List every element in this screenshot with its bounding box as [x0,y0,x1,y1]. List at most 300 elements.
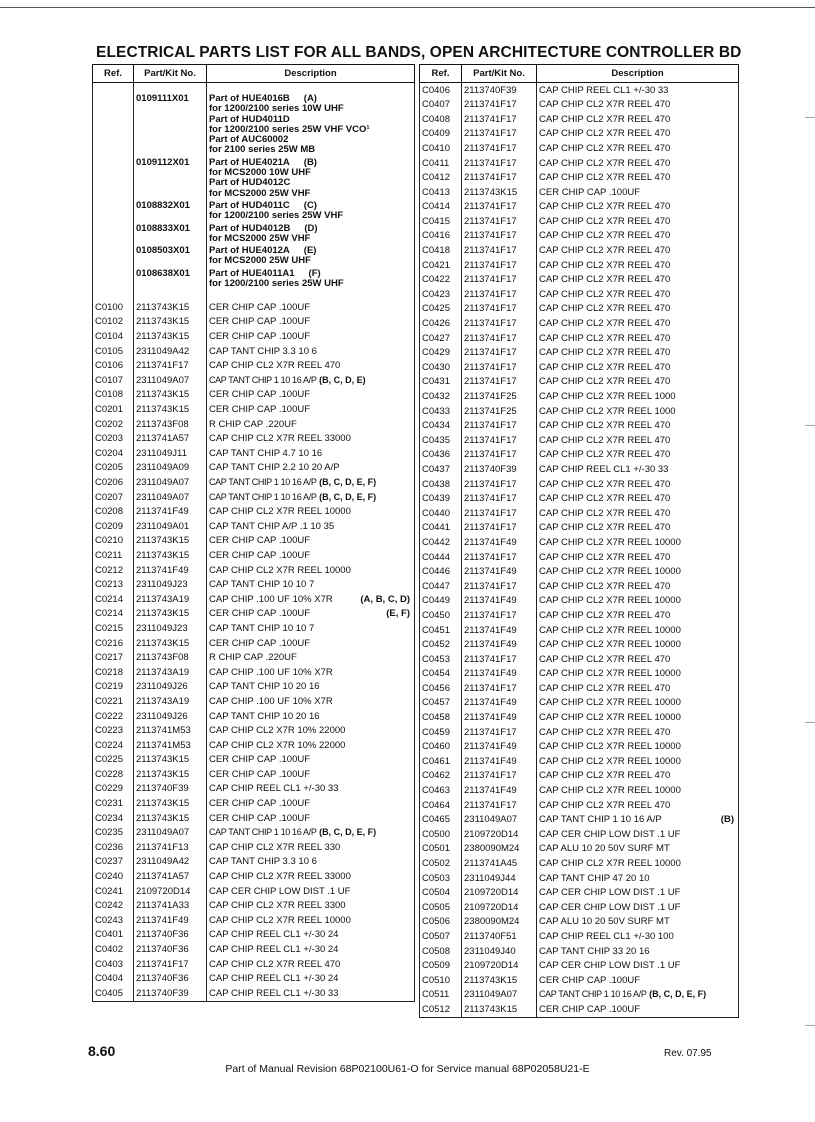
spacer-cell [93,290,134,300]
ref-cell: C0461 [420,754,462,769]
description-cell [207,913,415,928]
ref-cell: C0108 [93,388,134,403]
ref-cell: C0458 [420,711,462,726]
ref-cell: C0223 [93,724,134,739]
kit-description [207,93,415,157]
ref-cell: C0431 [420,375,462,390]
description-cell [537,988,739,1003]
page-title: ELECTRICAL PARTS LIST FOR ALL BANDS, OPEN ARCHITECTURE CONTROLLER BD [96,44,742,61]
table-row [93,578,415,593]
kit-desc-text: Part of HUD4011C [209,199,290,211]
ref-cell: C0450 [420,608,462,623]
part-number-cell: 2311049J40 [462,944,537,959]
part-number-cell: 2113743K15 [134,388,207,403]
ref-cell: C0432 [420,389,462,404]
spacer-cell [134,83,207,94]
description-text: CAP CHIP CL2 X7R REEL 470 [209,360,341,372]
table-row [420,871,739,886]
table-row [420,550,739,565]
description-text: CAP CHIP CL2 X7R REEL 10000 [539,712,681,724]
table-row [420,711,739,726]
part-number-cell: 2113741F49 [462,696,537,711]
description-text: CAP CHIP CL2 X7R REEL 470 [539,288,671,300]
ref-cell: C0437 [420,462,462,477]
ref-cell: C0433 [420,404,462,419]
description-text: CAP CHIP CL2 X7R REEL 470 [539,682,671,694]
table-row [93,446,415,461]
ref-cell: C0411 [420,156,462,171]
part-number-cell: 2311049A09 [134,461,207,476]
description-text: CER CHIP CAP .100UF [209,637,311,649]
part-number-cell: 2113741F17 [462,141,537,156]
part-number-cell: 2311049J23 [134,621,207,636]
part-number-cell: 2113743K15 [134,300,207,315]
part-number-cell: 2311049A01 [134,519,207,534]
table-row [420,652,739,667]
ref-cell: C0404 [93,972,134,987]
description-text: CER CHIP CAP .100UF [209,608,311,620]
part-number-cell: 2113741F17 [462,302,537,317]
description-cell [207,694,415,709]
description-text: CAP CHIP CL2 X7R REEL 10000 [539,755,681,767]
description-text: CAP CHIP CL2 X7R REEL 10000 [209,506,351,518]
part-number-cell: 2113741F17 [462,579,537,594]
description-cell [537,594,739,609]
kit-ref-cell [93,268,134,291]
description-text: CAP TANT CHIP 4.7 10 16 [209,447,323,459]
description-text: CAP CHIP REEL CL1 +/-30 33 [539,84,669,96]
spacer-cell [134,290,207,300]
part-number-cell: 2311049A07 [134,373,207,388]
ref-cell: C0100 [93,300,134,315]
table-header-row [420,65,739,83]
part-number-cell: 2113741F17 [462,171,537,186]
ref-cell: C0447 [420,579,462,594]
table-row [420,827,739,842]
table-row [93,300,415,315]
header-desc: Description [207,65,415,83]
table-row [420,302,739,317]
ref-cell: C0465 [420,813,462,828]
table-row [93,563,415,578]
table-row [420,448,739,463]
description-text: CAP CHIP CL2 X7R REEL 470 [539,201,671,213]
ref-cell: C0215 [93,621,134,636]
description-text: CAP CHIP CL2 X7R 10% 22000 [209,739,346,751]
description-cell [537,112,739,127]
part-number-cell: 2113741F49 [134,913,207,928]
ref-cell: C0401 [93,928,134,943]
spacer-row [93,290,415,300]
table-row [420,725,739,740]
table-row [420,565,739,580]
table-row [93,986,415,1001]
table-row [93,388,415,403]
part-number-cell: 2113741F17 [462,98,537,113]
description-cell [207,534,415,549]
ref-cell: C0435 [420,433,462,448]
description-text: CAP CHIP CL2 X7R REEL 1000 [539,405,676,417]
description-text: CER CHIP CAP .100UF [209,812,311,824]
description-cell [537,492,739,507]
description-cell [207,607,415,622]
ref-cell: C0434 [420,419,462,434]
ref-cell: C0221 [93,694,134,709]
description-cell [537,900,739,915]
ref-cell: C0412 [420,171,462,186]
part-number-cell: 2109720D14 [462,900,537,915]
kit-description [207,268,415,291]
table-row [420,185,739,200]
table-row [93,651,415,666]
part-number-cell: 2311049J26 [134,709,207,724]
description-cell [537,462,739,477]
kit-desc-text: Part of HUE4011A1 [209,267,295,279]
kit-variant-code: (A) [303,93,317,104]
kit-desc-text: Part of HUE4012A [209,245,290,257]
table-row [420,813,739,828]
description-text: CAP CHIP CL2 X7R REEL 470 [539,609,671,621]
kit-desc-line [209,211,412,221]
kit-code: 0109111X01 [136,93,189,104]
description-text: CAP TANT CHIP 3.3 10 6 [209,856,317,868]
part-number-cell: 2113741F49 [134,563,207,578]
description-text: CAP CHIP CL2 X7R REEL 10000 [539,697,681,709]
ref-cell: C0209 [93,519,134,534]
part-number-cell: 2113741F17 [462,652,537,667]
part-number-cell: 2113741F17 [462,331,537,346]
part-number-cell: 2113741F49 [462,784,537,799]
part-number-cell: 2113741F17 [462,681,537,696]
part-number-cell: 2113741F49 [462,638,537,653]
page-number: 8.60 [88,1043,116,1059]
part-number-cell: 2113743K15 [134,548,207,563]
ref-cell: C0502 [420,856,462,871]
description-text: CER CHIP CAP .100UF [209,798,311,810]
description-cell [207,330,415,345]
part-number-cell: 2113741F17 [462,769,537,784]
kit-desc-line [209,234,412,244]
description-text: CAP CHIP CL2 X7R REEL 470 [539,347,671,359]
description-cell [207,651,415,666]
table-row [420,842,739,857]
description-text: CAP CHIP CL2 X7R REEL 470 [539,507,671,519]
kit-desc-text: for MCS2000 10W UHF [209,167,311,179]
table-row [420,404,739,419]
description-cell [207,475,415,490]
description-cell [207,855,415,870]
description-text: CAP CHIP CL2 X7R REEL 10000 [539,639,681,651]
table-row [420,900,739,915]
ref-cell: C0203 [93,432,134,447]
table-row [93,957,415,972]
description-cell [537,433,739,448]
table-row [93,475,415,490]
description-text: CAP CHIP REEL CL1 +/-30 33 [209,783,339,795]
ref-cell: C0228 [93,767,134,782]
ref-cell: C0430 [420,360,462,375]
description-cell [537,827,739,842]
description-text: CAP CHIP CL2 X7R REEL 470 [539,259,671,271]
footer-note: Part of Manual Revision 68P02100U61-O for Service manual 68P02058U21-E [225,1063,590,1075]
table-row [420,754,739,769]
description-cell [537,813,739,828]
description-text: CAP CHIP CL2 X7R REEL 10000 [209,914,351,926]
variant-code: (A, B, C, D) [360,593,410,605]
table-row [420,769,739,784]
part-number-cell: 2113741F17 [462,156,537,171]
table-row [93,767,415,782]
ref-cell: C0451 [420,623,462,638]
description-text: CAP TANT CHIP 10 10 7 [209,622,315,634]
ref-cell: C0512 [420,1002,462,1017]
ref-cell: C0422 [420,273,462,288]
description-text: CAP CER CHIP LOW DIST .1 UF [539,887,681,899]
revision: Rev. 07.95 [664,1048,712,1059]
description-cell [537,740,739,755]
table-row [420,477,739,492]
kit-desc-text: for 2100 series 25W MB [209,144,316,156]
table-row [420,681,739,696]
ref-cell: C0418 [420,244,462,259]
ref-cell: C0409 [420,127,462,142]
spacer-cell [93,83,134,94]
description-text: CAP CHIP CL2 X7R REEL 470 [539,245,671,257]
kit-row [93,157,415,200]
part-number-cell: 2311049A07 [462,988,537,1003]
kit-number [134,245,207,268]
description-cell [207,782,415,797]
table-row [93,782,415,797]
ref-cell: C0214 [93,607,134,622]
ref-cell: C0403 [93,957,134,972]
description-text: CAP TANT CHIP 1 10 16 A/P [539,989,647,1000]
description-cell [207,315,415,330]
description-text: CAP CHIP REEL CL1 +/-30 24 [209,973,339,985]
table-row [420,98,739,113]
part-number-cell: 2113743K15 [462,185,537,200]
description-text: CAP CHIP CL2 X7R REEL 1000 [539,391,676,403]
description-text: CAP CER CHIP LOW DIST .1 UF [539,828,681,840]
description-cell [537,565,739,580]
description-cell [537,681,739,696]
kit-variant-code: (B) [303,156,317,168]
ref-cell: C0436 [420,448,462,463]
part-number-cell: 2113740F39 [462,462,537,477]
ref-cell: C0201 [93,403,134,418]
table-row [93,928,415,943]
part-number-cell: 2113743K15 [134,315,207,330]
table-row [420,375,739,390]
ref-cell: C0105 [93,344,134,359]
parts-table-right [419,64,739,1018]
table-row [420,784,739,799]
kit-section [93,83,415,301]
description-text: CAP CHIP CL2 X7R REEL 470 [539,274,671,286]
table-row [420,127,739,142]
description-cell [207,680,415,695]
table-row [93,373,415,388]
description-text: CAP CHIP CL2 X7R REEL 10000 [539,536,681,548]
table-row [420,317,739,332]
part-number-cell: 2113741F49 [462,623,537,638]
part-number-cell: 2113740F39 [462,83,537,98]
description-cell [207,665,415,680]
description-text: CAP CHIP CL2 X7R REEL 470 [209,958,341,970]
description-cell [537,141,739,156]
description-cell [207,986,415,1001]
description-cell [207,870,415,885]
part-number-cell: 2311049A07 [462,813,537,828]
part-number-cell: 2113741F17 [462,506,537,521]
description-cell [537,652,739,667]
ref-cell: C0460 [420,740,462,755]
part-number-cell: 2113741F17 [462,360,537,375]
description-text: CAP CHIP REEL CL1 +/-30 24 [209,929,339,941]
ref-cell: C0207 [93,490,134,505]
ref-cell: C0504 [420,886,462,901]
description-text: CAP TANT CHIP 3.3 10 6 [209,345,317,357]
table-row [93,548,415,563]
kit-desc-text: Part of HUD4012C [209,177,291,189]
description-text: CAP CHIP CL2 X7R REEL 470 [539,230,671,242]
part-number-cell: 2113743K15 [462,973,537,988]
description-cell [207,972,415,987]
table-row [420,389,739,404]
description-cell [537,389,739,404]
description-text: CAP CHIP CL2 X7R REEL 470 [539,99,671,111]
table-row [420,929,739,944]
ref-cell: C0234 [93,811,134,826]
kit-desc-line [209,256,412,266]
description-text: CER CHIP CAP .100UF [209,404,311,416]
description-cell [537,1002,739,1017]
table-row [93,534,415,549]
description-text: CAP TANT CHIP 33 20 16 [539,945,650,957]
description-cell [207,403,415,418]
description-text: CAP CHIP CL2 X7R REEL 470 [539,172,671,184]
kit-number [134,268,207,291]
description-text: CAP CHIP CL2 X7R REEL 470 [539,332,671,344]
kit-ref-cell [93,200,134,223]
ref-cell: C0508 [420,944,462,959]
description-text: CAP CHIP CL2 X7R REEL 470 [539,376,671,388]
table-row [420,535,739,550]
ref-cell: C0107 [93,373,134,388]
kit-desc-text: Part of AUC60002 [209,134,289,146]
header-desc: Description [537,65,739,83]
description-cell [537,360,739,375]
description-text: CAP CHIP CL2 X7R REEL 33000 [209,871,351,883]
table-row [420,200,739,215]
description-text: CAP TANT CHIP 1 10 16 A/P [209,374,317,385]
part-number-cell: 2113740F39 [134,986,207,1001]
description-text: CAP TANT CHIP A/P .1 10 35 [209,520,335,532]
table-row [93,505,415,520]
description-cell [537,317,739,332]
description-cell [537,521,739,536]
description-text: CAP CHIP CL2 X7R REEL 470 [539,580,671,592]
table-row [420,856,739,871]
description-cell [537,623,739,638]
ref-cell: C0511 [420,988,462,1003]
part-number-cell: 2113741F17 [462,244,537,259]
part-number-cell: 2113741F17 [462,375,537,390]
kit-variant-code: (D) [304,222,318,234]
ref-cell: C0237 [93,855,134,870]
ref-cell: C0229 [93,782,134,797]
top-rule [0,7,815,8]
description-text: CAP CHIP CL2 X7R REEL 470 [539,478,671,490]
table-row [93,665,415,680]
part-number-cell: 2109720D14 [134,884,207,899]
header-ref: Ref. [420,65,462,83]
table-row [93,694,415,709]
part-number-cell: 2311049A42 [134,344,207,359]
part-number-cell: 2113743K15 [134,534,207,549]
table-row [420,156,739,171]
part-number-cell: 2113743A19 [134,665,207,680]
description-text: CAP CHIP .100 UF 10% X7R [209,593,333,605]
ref-cell: C0501 [420,842,462,857]
table-row [93,724,415,739]
ref-cell: C0202 [93,417,134,432]
ref-cell: C0224 [93,738,134,753]
description-text: CAP CHIP REEL CL1 +/-30 33 [209,987,339,999]
part-number-cell: 2113743K15 [134,797,207,812]
part-number-cell: 2113743K15 [134,811,207,826]
table-row [420,492,739,507]
description-text: CAP CHIP CL2 X7R REEL 10000 [539,624,681,636]
part-number-cell: 2113741A45 [462,856,537,871]
ref-cell: C0242 [93,899,134,914]
part-number-cell: 2113741F17 [462,419,537,434]
kit-description [207,223,415,246]
kit-row [93,223,415,246]
part-number-cell: 2113741F17 [462,273,537,288]
kit-variant-code: (F) [308,267,321,279]
ref-cell: C0425 [420,302,462,317]
part-number-cell: 2113741F17 [134,957,207,972]
description-text: CAP TANT CHIP 10 20 16 [209,710,320,722]
ref-cell: C0214 [93,592,134,607]
ref-cell: C0506 [420,915,462,930]
table-row [93,519,415,534]
part-number-cell: 2113743F08 [134,417,207,432]
part-number-cell: 2113741F17 [462,448,537,463]
description-cell [537,448,739,463]
table-row [420,171,739,186]
description-cell [537,973,739,988]
description-text: CAP CHIP CL2 X7R REEL 10000 [539,785,681,797]
variant-code: (B, C, D, E) [319,374,366,385]
description-cell [537,302,739,317]
kit-description [207,200,415,223]
kit-number [134,223,207,246]
part-number-cell: 2311049J44 [462,871,537,886]
kit-variant-code: (C) [303,199,317,211]
description-cell [537,667,739,682]
table-row [93,621,415,636]
kit-variant-code: (E) [303,245,317,257]
part-number-cell: 2113741M53 [134,738,207,753]
table-row [93,972,415,987]
ref-cell: C0231 [93,797,134,812]
ref-cell: C0240 [93,870,134,885]
table-row [93,811,415,826]
part-number-cell: 2113741M53 [134,724,207,739]
kit-desc-text: for 1200/2100 series 25W VHF VCO¹ [209,123,370,135]
